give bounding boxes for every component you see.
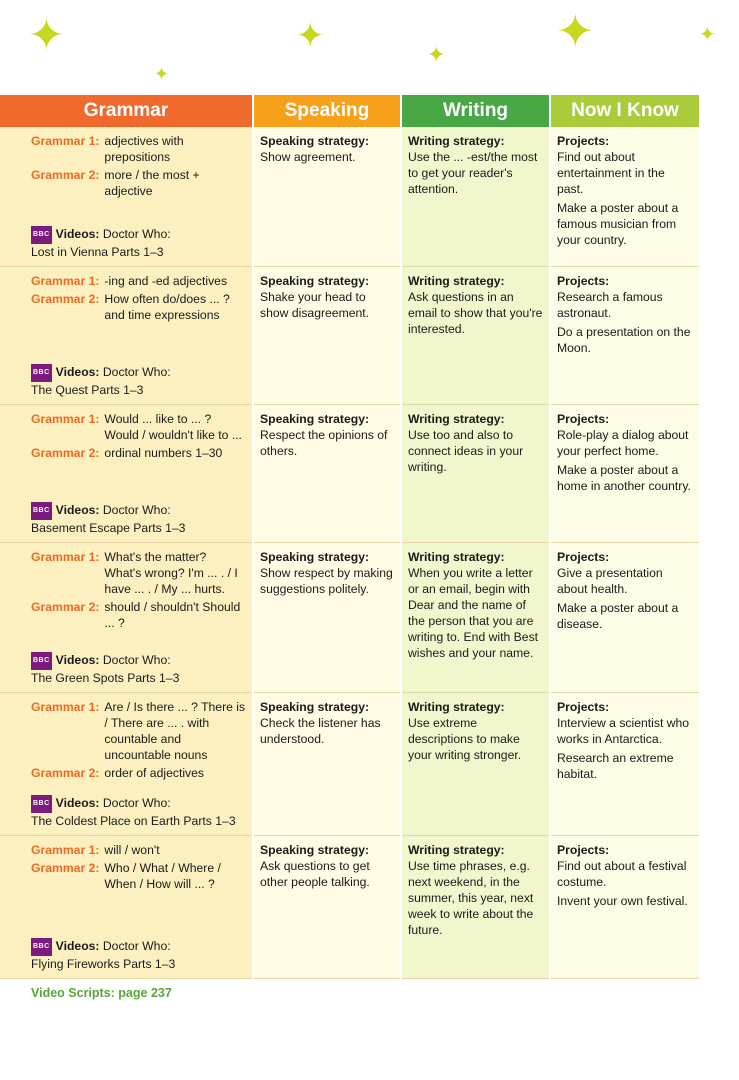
videos-label: Videos: xyxy=(55,796,100,810)
sparkle-icon: ✦ xyxy=(556,5,595,57)
speaking-strategy-title: Speaking strategy: xyxy=(260,134,370,148)
bbc-logo-icon: BBC xyxy=(31,364,52,382)
projects-cell xyxy=(551,543,699,693)
grammar-1-label: Grammar 1: xyxy=(31,550,100,564)
writing-strategy-text: Ask questions in an email to show that you're interested. xyxy=(408,290,543,336)
speaking-strategy-title: Speaking strategy: xyxy=(260,274,370,288)
videos-episode: The Coldest Place on Earth Parts 1–3 xyxy=(31,814,236,828)
videos-note xyxy=(31,502,248,536)
bbc-logo-icon: BBC xyxy=(31,795,52,813)
projects-title: Projects: xyxy=(557,550,610,564)
videos-label: Videos: xyxy=(55,365,100,379)
videos-note xyxy=(31,364,248,398)
writing-strategy-text: When you write a letter or an email, begin with Dear and the name of the person that you are writing to. End with Best wishes and your name. xyxy=(408,566,539,660)
videos-series: Doctor Who: xyxy=(102,939,171,953)
speaking-strategy-text: Check the listener has understood. xyxy=(260,716,381,746)
grammar-1-label: Grammar 1: xyxy=(31,843,100,857)
grammar-2-text: How often do/does ... ? and time expressions xyxy=(104,292,230,322)
speaking-strategy-text: Show agreement. xyxy=(260,150,356,164)
writing-strategy-text: Use extreme descriptions to make your writing stronger. xyxy=(408,716,522,762)
grammar-1-text: adjectives with prepositions xyxy=(104,134,184,164)
projects-cell xyxy=(551,405,699,543)
sparkle-icon: ✦ xyxy=(154,64,170,84)
grammar-2-text: Who / What / Where / When / How will ... ? xyxy=(104,861,221,891)
videos-label: Videos: xyxy=(55,227,100,241)
projects-cell xyxy=(551,267,699,405)
speaking-strategy-text: Show respect by making suggestions politely. xyxy=(260,566,393,596)
projects-title: Projects: xyxy=(557,134,610,148)
grammar-2-label: Grammar 2: xyxy=(31,600,100,614)
grammar-cell xyxy=(0,267,252,405)
speaking-strategy-title: Speaking strategy: xyxy=(260,412,370,426)
videos-episode: Lost in Vienna Parts 1–3 xyxy=(31,245,164,259)
videos-series: Doctor Who: xyxy=(102,365,171,379)
writing-cell xyxy=(402,127,549,267)
sparkle-icon: ✦ xyxy=(296,17,325,55)
writing-strategy-text: Use too and also to connect ideas in your writing. xyxy=(408,428,524,474)
project-item: Give a presentation about health. xyxy=(557,566,663,596)
grammar-header: Grammar xyxy=(0,95,252,127)
grammar-2-text: more / the most + adjective xyxy=(104,168,200,198)
speaking-cell xyxy=(254,543,400,693)
video-scripts-footer: Video Scripts: page 237 xyxy=(31,986,172,1000)
grammar-1-label: Grammar 1: xyxy=(31,134,100,148)
speaking-strategy-title: Speaking strategy: xyxy=(260,843,370,857)
videos-label: Videos: xyxy=(55,653,100,667)
grammar-cell xyxy=(0,405,252,543)
projects-title: Projects: xyxy=(557,412,610,426)
speaking-strategy-text: Respect the opinions of others. xyxy=(260,428,388,458)
grammar-2-label: Grammar 2: xyxy=(31,292,100,306)
grammar-2-label: Grammar 2: xyxy=(31,861,100,875)
syllabus-table xyxy=(0,95,699,979)
sparkle-icon: ✦ xyxy=(28,11,65,60)
sparkle-icon: ✦ xyxy=(427,42,446,67)
project-item: Role-play a dialog about your perfect home. xyxy=(557,428,689,458)
project-item: Research a famous astronaut. xyxy=(557,290,663,320)
writing-strategy-title: Writing strategy: xyxy=(408,274,505,288)
grammar-1-text: Are / Is there ... ? There is / There are ... . with countable and uncountable nouns xyxy=(104,700,246,762)
grammar-2-text: should / shouldn't Should ... ? xyxy=(104,600,241,630)
grammar-1-label: Grammar 1: xyxy=(31,412,100,426)
videos-label: Videos: xyxy=(55,939,100,953)
writing-cell xyxy=(402,543,549,693)
grammar-2-text: ordinal numbers 1–30 xyxy=(104,446,223,460)
writing-strategy-title: Writing strategy: xyxy=(408,550,505,564)
writing-cell xyxy=(402,267,549,405)
projects-title: Projects: xyxy=(557,843,610,857)
bbc-logo-icon: BBC xyxy=(31,226,52,244)
project-item: Research an extreme habitat. xyxy=(557,751,674,781)
writing-cell xyxy=(402,693,549,836)
videos-episode: The Green Spots Parts 1–3 xyxy=(31,671,180,685)
videos-episode: Basement Escape Parts 1–3 xyxy=(31,521,186,535)
speaking-cell xyxy=(254,405,400,543)
videos-series: Doctor Who: xyxy=(102,227,171,241)
grammar-2-label: Grammar 2: xyxy=(31,446,100,460)
grammar-cell xyxy=(0,836,252,979)
videos-note xyxy=(31,938,248,972)
project-item: Find out about a festival costume. xyxy=(557,859,687,889)
now-i-know-header: Now I Know xyxy=(551,95,699,127)
videos-series: Doctor Who: xyxy=(102,503,171,517)
videos-note xyxy=(31,226,248,260)
bbc-logo-icon: BBC xyxy=(31,502,52,520)
writing-strategy-text: Use time phrases, e.g. next weekend, in the summer, this year, next week to write about the future. xyxy=(408,859,534,937)
grammar-1-text: will / won't xyxy=(104,843,160,857)
speaking-strategy-title: Speaking strategy: xyxy=(260,550,370,564)
grammar-2-label: Grammar 2: xyxy=(31,168,100,182)
project-item: Make a poster about a disease. xyxy=(557,601,679,631)
speaking-cell xyxy=(254,693,400,836)
videos-series: Doctor Who: xyxy=(102,653,171,667)
project-item: Make a poster about a famous musician from your country. xyxy=(557,201,679,247)
grammar-cell xyxy=(0,127,252,267)
writing-strategy-text: Use the ... -est/the most to get your reader's attention. xyxy=(408,150,538,196)
project-item: Do a presentation on the Moon. xyxy=(557,325,691,355)
project-item: Invent your own festival. xyxy=(557,894,688,908)
projects-title: Projects: xyxy=(557,274,610,288)
writing-cell xyxy=(402,405,549,543)
speaking-cell xyxy=(254,127,400,267)
project-item: Make a poster about a home in another country. xyxy=(557,463,691,493)
videos-note xyxy=(31,795,248,829)
videos-episode: Flying Fireworks Parts 1–3 xyxy=(31,957,176,971)
videos-series: Doctor Who: xyxy=(102,796,171,810)
writing-header: Writing xyxy=(402,95,549,127)
speaking-cell xyxy=(254,836,400,979)
writing-strategy-title: Writing strategy: xyxy=(408,412,505,426)
sparkle-icon: ✦ xyxy=(699,24,716,46)
videos-episode: The Quest Parts 1–3 xyxy=(31,383,144,397)
bbc-logo-icon: BBC xyxy=(31,652,52,670)
grammar-1-text: What's the matter? What's wrong? I'm ... . / I have ... . / My ... hurts. xyxy=(104,550,238,596)
grammar-cell xyxy=(0,543,252,693)
projects-title: Projects: xyxy=(557,700,610,714)
grammar-2-label: Grammar 2: xyxy=(31,766,100,780)
videos-note xyxy=(31,652,248,686)
grammar-1-label: Grammar 1: xyxy=(31,700,100,714)
bbc-logo-icon: BBC xyxy=(31,938,52,956)
grammar-1-text: -ing and -ed adjectives xyxy=(104,274,228,288)
grammar-1-label: Grammar 1: xyxy=(31,274,100,288)
projects-cell xyxy=(551,127,699,267)
speaking-cell xyxy=(254,267,400,405)
speaking-strategy-text: Ask questions to get other people talking. xyxy=(260,859,370,889)
grammar-1-text: Would ... like to ... ? Would / wouldn't like to ... xyxy=(104,412,243,442)
writing-strategy-title: Writing strategy: xyxy=(408,134,505,148)
grammar-cell xyxy=(0,693,252,836)
project-item: Find out about entertainment in the past. xyxy=(557,150,665,196)
writing-cell xyxy=(402,836,549,979)
speaking-strategy-text: Shake your head to show disagreement. xyxy=(260,290,370,320)
videos-label: Videos: xyxy=(55,503,100,517)
speaking-strategy-title: Speaking strategy: xyxy=(260,700,370,714)
speaking-header: Speaking xyxy=(254,95,400,127)
project-item: Interview a scientist who works in Antarctica. xyxy=(557,716,690,746)
writing-strategy-title: Writing strategy: xyxy=(408,843,505,857)
projects-cell xyxy=(551,836,699,979)
grammar-2-text: order of adjectives xyxy=(104,766,205,780)
writing-strategy-title: Writing strategy: xyxy=(408,700,505,714)
projects-cell xyxy=(551,693,699,836)
